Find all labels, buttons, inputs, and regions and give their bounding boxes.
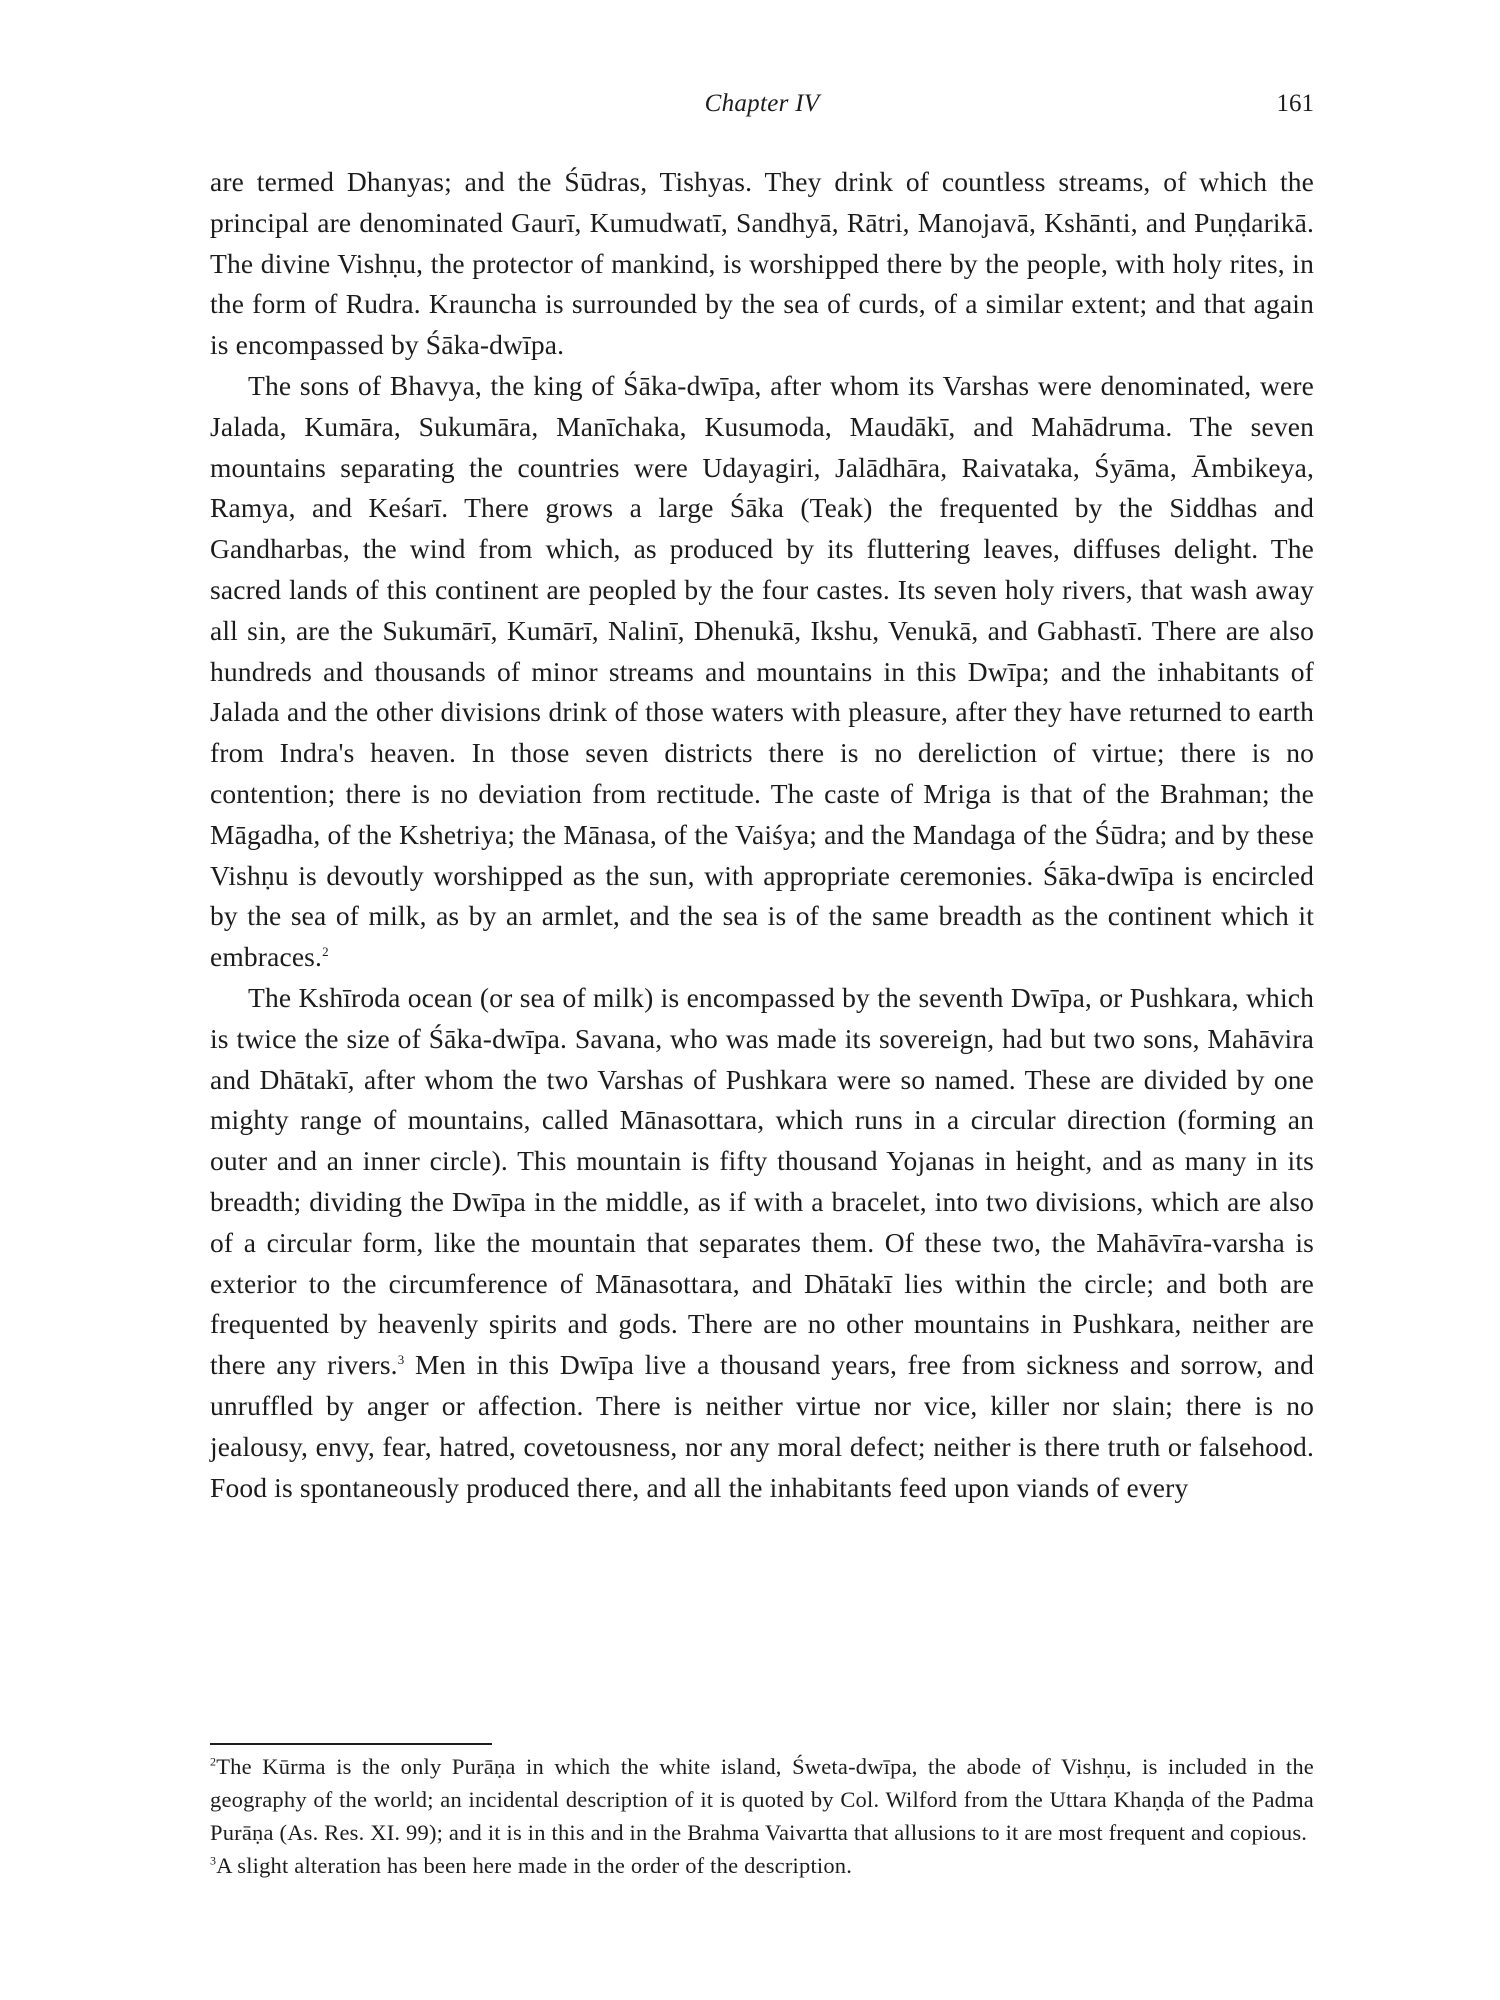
- body-text: [210, 162, 1314, 1508]
- footnote-reference: 2: [322, 943, 329, 959]
- paragraph-text: are termed Dhanyas; and the Śūdras, Tishyas. They drink of countless streams, of which the principal are denominated Gaurī, Kumudwatī, Sandhyā, Rātri, Manojavā, Kshānti, and Puṇḍarikā. The divine Vishṇu, the protector of mankind, is worshipped there by the people, with holy rites, in the form of Rudra. Krauncha is surrounded by the sea of curds, of a similar extent; and that again is encompassed by Śāka-dwīpa.: [210, 166, 1314, 361]
- footnote-reference: 3: [397, 1351, 405, 1367]
- paragraph-text: The Kshīroda ocean (or sea of milk) is encompassed by the seventh Dwīpa, or Pushkara, which is twice the size of Śāka-dwīpa. Savana, who was made its sovereign, had but two sons, Mahāvira and Dhātakī, after whom the two Varshas of Pushkara were so named. These are divided by one mighty range of mountains, called Mānasottara, which runs in a circular direction (forming an outer and an inner circle). This mountain is fifty thousand Yojanas in height, and as many in its breadth; dividing the Dwīpa in the middle, as if with a bracelet, into two divisions, which are also of a circular form, like the mountain that separates them. Of these two, the Mahāvīra-varsha is exterior to the circumference of Mānasottara, and Dhātakī lies within the circle; and both are frequented by heavenly spirits and gods. There are no other mountains in Pushkara, neither are there any rivers.: [210, 981, 1314, 1381]
- paragraph-text: The sons of Bhavya, the king of Śāka-dwīpa, after whom its Varshas were denominated, were Jalada, Kumāra, Sukumāra, Manīchaka, Kusumoda, Maudākī, and Mahādruma. The seven mountains separating the countries were Udayagiri, Jalādhāra, Raivataka, Śyāma, Āmbikeya, Ramya, and Keśarī. There grows a large Śāka (Teak) the frequented by the Siddhas and Gandharbas, the wind from which, as produced by its fluttering leaves, diffuses delight. The sacred lands of this continent are peopled by the four castes. Its seven holy rivers, that wash away all sin, are the Sukumārī, Kumārī, Nalinī, Dhenukā, Ikshu, Venukā, and Gabhastī. There are also hundreds and thousands of minor streams and mountains in this Dwīpa; and the inhabitants of Jalada and the other divisions drink of those waters with pleasure, after they have returned to earth from Indra's heaven. In those seven districts there is no dereliction of virtue; there is no contention; there is no deviation from rectitude. The caste of Mriga is that of the Brahman; the Māgadha, of the Kshetriya; the Mānasa, of the Vaiśya; and the Mandaga of the Śūdra; and by these Vishṇu is devoutly worshipped as the sun, with appropriate ceremonies. Śāka-dwīpa is encircled by the sea of milk, as by an armlet, and the sea is of the same breadth as the continent which it embraces.: [210, 369, 1314, 973]
- footnote-divider: [210, 1743, 492, 1745]
- running-title: Chapter IV: [704, 90, 820, 117]
- footnote-text: A slight alteration has been here made in the order of the description.: [216, 1853, 853, 1878]
- paragraph-text-continued: Men in this Dwīpa live a thousand years, free from sickness and sorrow, and unruffled by anger or affection. There is neither virtue nor vice, killer nor slain; there is no jealousy, envy, fear, hatred, covetousness, nor any moral defect; neither is there truth or falsehood. Food is spontaneously produced there, and all the inhabitants feed upon viands of every: [210, 1349, 1314, 1503]
- footnote: [210, 1750, 1314, 1849]
- footnote-marker: 2: [210, 1754, 217, 1769]
- footnote-text: The Kūrma is the only Purāṇa in which the white island, Śweta-dwīpa, the abode of Vishṇu, is included in the geography of the world; an incidental description of it is quoted by Col. Wilford from the Uttara Khaṇḍa of the Padma Purāṇa (As. Res. XI. 99); and it is in this and in the Brahma Vaivartta that allusions to it are most frequent and copious.: [210, 1754, 1314, 1845]
- paragraph-continued: [210, 162, 1314, 366]
- paragraph-saka-dwipa: [210, 366, 1314, 978]
- paragraph-pushkara: [210, 978, 1314, 1508]
- footnote-marker: 3: [210, 1853, 217, 1868]
- footnotes: [210, 1750, 1314, 1882]
- footnote: [210, 1849, 1314, 1882]
- page-number: 161: [1276, 90, 1314, 117]
- running-head: [210, 84, 1314, 124]
